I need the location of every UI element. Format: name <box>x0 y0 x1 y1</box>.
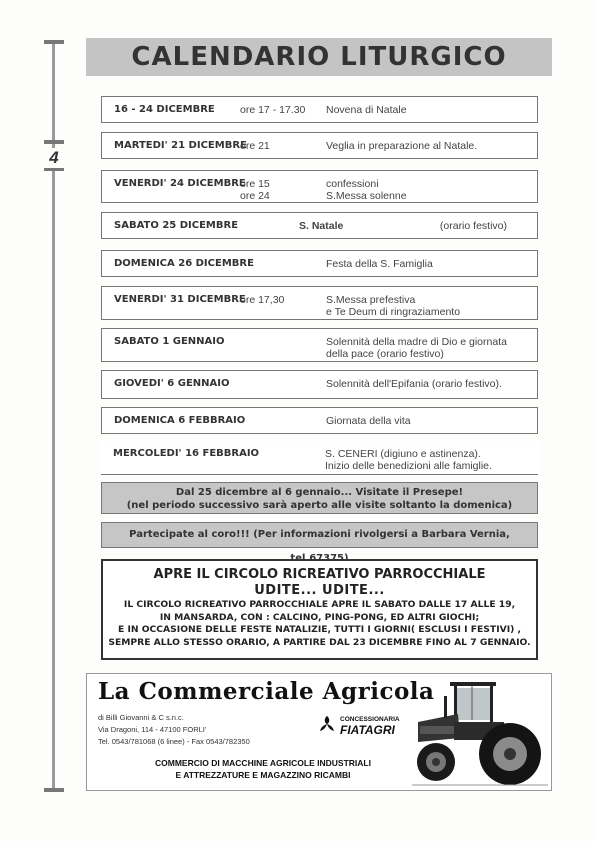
event-description-line: S. CENERI (digiuno e astinenza). <box>325 448 481 460</box>
event-time-line: ore 15 <box>240 178 270 190</box>
coro-notice <box>101 522 538 548</box>
presepe-line: Dal 25 dicembre al 6 gennaio... Visitate il Presepe! <box>175 487 464 498</box>
event-row <box>101 407 538 434</box>
ad-company-name: La Commerciale Agricola <box>98 678 435 705</box>
ad-tagline: E ATTREZZATURE E MAGAZZINO RICAMBI <box>175 770 351 780</box>
event-date: GIOVEDI' 6 GENNAIO <box>114 378 230 389</box>
fiatagri-logo-icon <box>318 715 336 733</box>
event-row <box>101 212 538 239</box>
event-date: 16 - 24 DICEMBRE <box>114 104 215 115</box>
event-time: ore 17,30 <box>240 294 285 306</box>
ad-phone: Tel. 0543/781068 (6 linee) - Fax 0543/782350 <box>98 737 250 746</box>
margin-cap-page-top <box>44 140 64 144</box>
circolo-line: E IN OCCASIONE DELLE FESTE NATALIZIE, TUTTI I GIORNI( ESCLUSI I FESTIVI) , <box>117 624 522 635</box>
event-date: DOMENICA 26 DICEMBRE <box>114 258 254 269</box>
presepe-notice <box>101 482 538 514</box>
event-date: VENERDI' 24 DICEMBRE <box>114 178 246 189</box>
event-description: Solennità dell'Epifania (orario festivo). <box>326 378 502 390</box>
event-description: Novena di Natale <box>326 104 407 116</box>
event-row <box>101 441 538 475</box>
event-description: Giornata della vita <box>326 415 411 427</box>
margin-cap-top <box>44 40 64 44</box>
event-description-line: della pace (orario festivo) <box>326 348 444 360</box>
event-description <box>326 336 507 360</box>
event-note: (orario festivo) <box>439 220 507 232</box>
event-row <box>101 170 538 203</box>
event-row <box>101 132 538 159</box>
margin-cap-bottom <box>44 788 64 792</box>
circolo-body <box>103 599 536 649</box>
event-description <box>326 178 407 202</box>
event-description-line: S.Messa prefestiva <box>326 294 416 306</box>
event-description: Veglia in preparazione al Natale. <box>326 140 478 152</box>
event-description-line: S.Messa solenne <box>326 190 407 202</box>
event-row <box>101 328 538 362</box>
circolo-announcement <box>101 559 538 660</box>
presepe-line: (nel periodo successivo sarà aperto alle visite soltanto la domenica) <box>126 500 513 511</box>
event-description-line: e Te Deum di ringraziamento <box>326 306 461 318</box>
event-date: SABATO 25 DICEMBRE <box>114 220 239 231</box>
event-description-line: Solennità della madre di Dio e giornata <box>326 336 507 348</box>
coro-text: Partecipate al coro!!! (Per informazioni rivolgersi a Barbara Vernia, <box>129 529 510 540</box>
event-row <box>101 370 538 399</box>
event-row <box>101 286 538 320</box>
event-description <box>326 294 460 318</box>
event-time: ore 17 - 17.30 <box>240 104 306 116</box>
ad-address: Via Dragoni, 114 - 47100 FORLI' <box>98 725 207 734</box>
event-description: S. Natale <box>299 220 344 232</box>
event-row <box>101 250 538 277</box>
event-description: Festa della S. Famiglia <box>326 258 433 270</box>
circolo-line: IN MANSARDA, CON : CALCINO, PING-PONG, ED ALTRI GIOCHI; <box>159 611 480 623</box>
page-title: CALENDARIO LITURGICO <box>131 42 507 72</box>
event-description <box>325 448 492 472</box>
ad-tagline: COMMERCIO DI MACCHINE AGRICOLE INDUSTRIALI <box>155 758 371 768</box>
circolo-subtitle: UDITE... UDITE... <box>254 583 385 598</box>
tractor-icon <box>410 676 550 788</box>
event-description-line: confessioni <box>326 178 379 190</box>
ad-dealer-label: CONCESSIONARIA <box>340 716 400 723</box>
event-date: MERCOLEDI' 16 FEBBRAIO <box>113 448 260 459</box>
event-time-line: ore 24 <box>240 190 270 202</box>
event-date: SABATO 1 GENNAIO <box>114 336 225 347</box>
ad-owner: di Billi Giovanni & C s.n.c. <box>98 713 184 722</box>
event-date: DOMENICA 6 FEBBRAIO <box>114 415 246 426</box>
ad-dealer-brand: FIATAGRI <box>340 723 395 737</box>
event-time: ore 21 <box>240 140 270 152</box>
event-row <box>101 96 538 123</box>
circolo-line: SEMPRE ALLO STESSO ORARIO, A PARTIRE DAL 23 DICEMBRE FINO AL 7 GENNAIO. <box>108 636 531 648</box>
event-time <box>240 178 270 202</box>
event-description-line: Inizio delle benedizioni alle famiglie. <box>325 460 492 472</box>
circolo-line: IL CIRCOLO RICREATIVO PARROCCHIALE APRE IL SABATO DALLE 17 ALLE 19, <box>123 599 516 610</box>
circolo-title: APRE IL CIRCOLO RICREATIVO PARROCCHIALE <box>153 567 486 582</box>
page-number: 4 <box>42 148 66 168</box>
event-date: MARTEDI' 21 DICEMBRE <box>114 140 247 151</box>
event-date: VENERDI' 31 DICEMBRE <box>114 294 246 305</box>
